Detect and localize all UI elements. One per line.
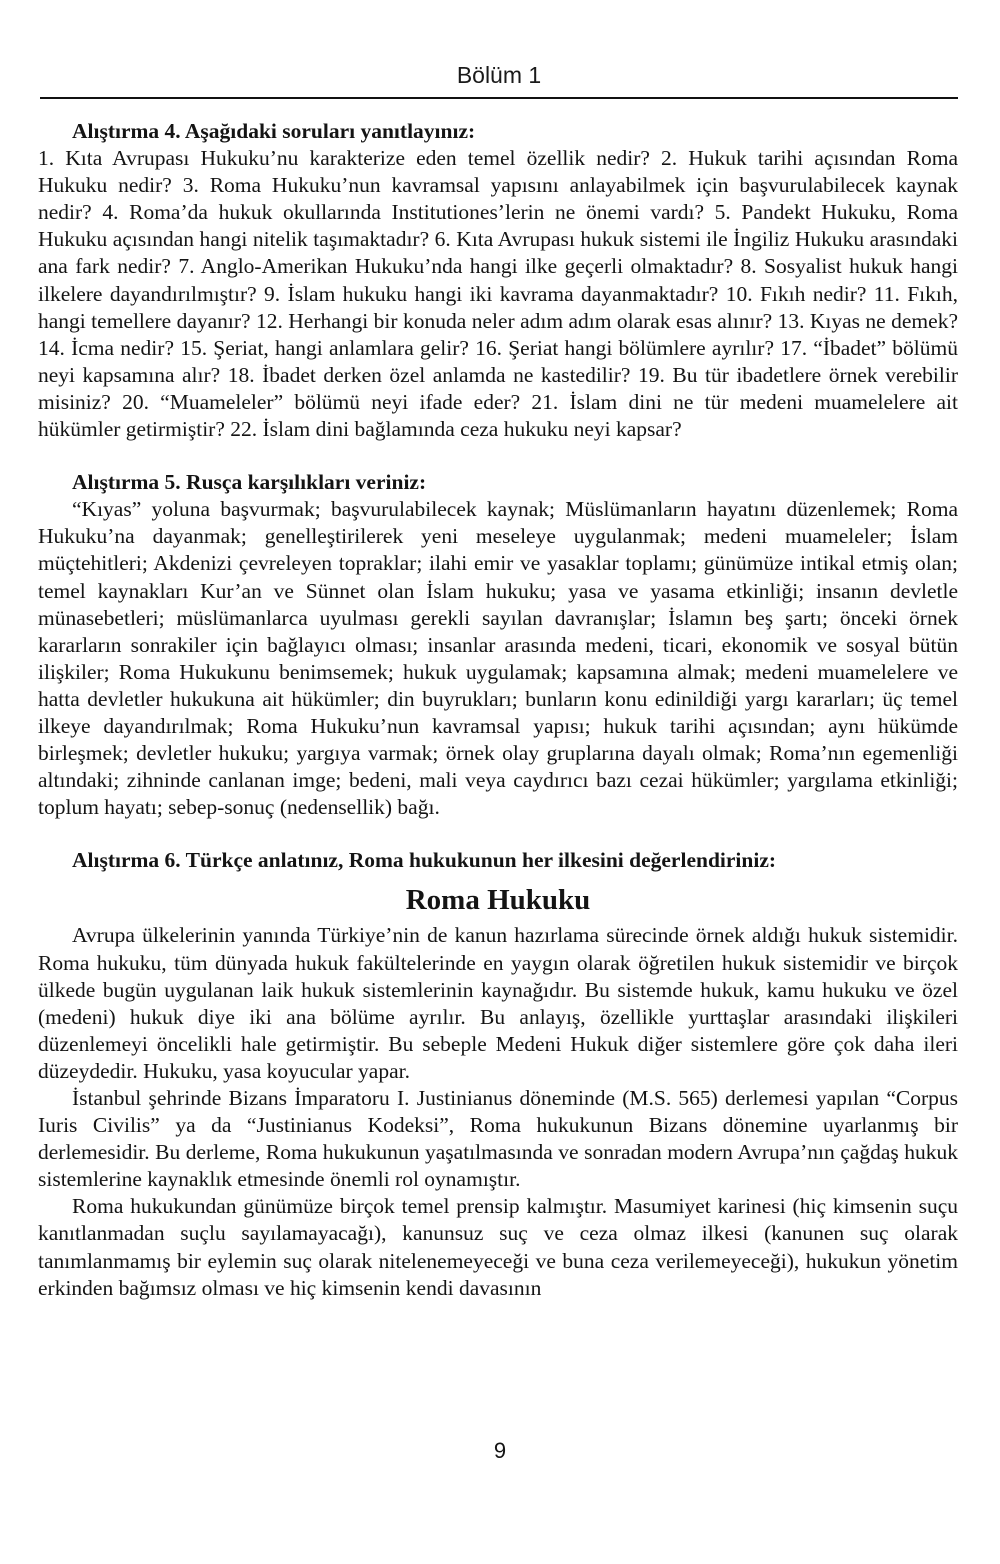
exercise-6-title: Alıştırma 6. Türkçe anlatınız, Roma hukukunun her ilkesini değerlendiriniz: [72,848,777,873]
page-content [38,118,958,1302]
exercise-5 [38,469,958,821]
exercise-4 [38,118,958,443]
spacer [38,443,958,469]
chapter-header: Bölüm 1 [456,62,542,88]
exercise-5-title: Alıştırma 5. Rusça karşılıkları veriniz: [72,470,427,495]
exercise-6 [38,847,958,1301]
exercise-5-terms: “Kıyas” yoluna başvurmak; başvurulabilecek kaynak; Müslümanların hayatını düzenlemek; Roma Hukuku’na dayanmak; genelleştirilerek yeni meseleye uygulanmak; medeni muameleler; İslam müçtehitleri; Akdenizi çevreleyen topraklar; ilahi emir ve yasaklar toplamı; günümüze intikal etmiş olan; temel kaynakları Kur’an ve Sünnet olan İslam hukuku; yasa ve yasama etkinliği; insanın devletle münasebetleri; müslümanlarca uyulması gerekli sayılan davranışlar; İslamın beş şartı; önceki örnek kararların sonrakiler için bağlayıcı olması; insanlar arasında medeni, ticari, ekonomik ve sosyal bütün ilişkiler; Roma Hukukunu benimsemek; hukuk uygulamak; kapsamına almak; medeni muamelelere ve hatta devletler hukukuna ait hükümler; din buyrukları; bunların konu edinildiği yargı kararları; üç temel ilkeye dayandırılmak; Roma Hukuku’nun kavramsal yapısı; hukuk tarihi açısından; aynı hükümde birleşmek; devletler hukuku; yargıya varmak; örnek olay gruplarına dayalı olmak; Roma’nın egemenliği altındaki; zihninde canlanan imge; bedeni, mali veya caydırıcı bazı cezai hükümler; yargılama etkinliği; toplum hayatı; sebep-sonuç (nedensellik) bağı. [38,497,958,820]
section-heading: Roma Hukuku [405,884,591,917]
paragraph: İstanbul şehrinde Bizans İmparatoru I. Justinianus döneminde (M.S. 565) derlemesi yapılan “Corpus Iuris Civilis” ya da “Justinianus Kodeksi”, Roma hukukunun Bizans dönemine uyarlanmış bir derlemesidir. Bu derleme, Roma hukukunun yaşatılmasında ve sonradan modern Avrupa’nın çağdaş hukuk sistemlerine kaynaklık etmesinde önemli rol oynamıştır. [38,1086,958,1192]
spacer [38,821,958,847]
page-number: 9 [493,1438,507,1463]
header-divider [40,97,958,99]
paragraph: Avrupa ülkelerinin yanında Türkiye’nin de kanun hazırlama sürecinde örnek aldığı hukuk sistemidir. Roma hukuku, tüm dünyada hukuk fakültelerinde en yaygın olarak öğretilen hukuk sistemidir ve birçok ülkede bugün uygulanan laik hukuk sistemlerinin kaynağıdır. Bu sistemde hukuk, kamu hukuku ve özel (medeni) hukuk diye iki ana bölüme ayrılır. Bu anlayış, özellikle yurttaşlar arasındaki ilişkileri düzenlemeyi öncelikli hale getirmiştir. Bu sebeple Medeni Hukuk diğer sistemlere göre çok daha ileri düzeydedir. Hukuku, yasa koyucular yapar. [38,923,958,1083]
exercise-4-title: Alıştırma 4. Aşağıdaki soruları yanıtlayınız: [72,119,476,143]
paragraph: Roma hukukundan günümüze birçok temel prensip kalmıştır. Masumiyet karinesi (hiç kimsenin suçu kanıtlanmadan suçlu sayılamayacağı), kanunsuz suç ve ceza olmaz ilkesi (kanunen suç olarak tanımlanmamış bir eylemin suç olarak nitelenemeyeceği ve buna ceza verilemeyeceği), hukukun yönetim erkinden bağımsız olması ve hiç kimsenin kendi davasının [38,1194,958,1300]
exercise-4-questions: 1. Kıta Avrupası Hukuku’nu karakterize eden temel özellik nedir? 2. Hukuk tarihi açısından Roma Hukuku nedir? 3. Roma Hukuku’nun kavramsal yapısını anlayabilmek için başvurulabilecek kaynak nedir? 4. Roma’da hukuk okullarında Institutiones’lerin ne önemi vardı? 5. Pandekt Hukuku, Roma Hukuku açısından hangi nitelik taşımaktadır? 6. Kıta Avrupası hukuk sistemi ile İngiliz Hukuku arasındaki ana fark nedir? 7. Anglo-Amerikan Hukuku’nda hangi ilke geçerli olmaktadır? 8. Sosyalist hukuk hangi ilkelere dayandırılmıştır? 9. İslam hukuku hangi iki kavrama dayanmaktadır? 10. Fıkıh nedir? 11. Fıkıh, hangi temellere dayanır? 12. Herhangi bir konuda neler adım adım olarak esas alınır? 13. Kıyas ne demek? 14. İcma nedir? 15. Şeriat, hangi anlamlara gelir? 16. Şeriat hangi bölümlere ayrılır? 17. “İbadet” bölümü neyi kapsamına alır? 18. İbadet derken özel anlamda ne kastedilir? 19. Bu tür ibadetlere örnek verebilir misiniz? 20. “Muameleler” bölümü neyi ifade eder? 21. İslam dini ne tür medeni muamelelere ait hükümler getirmiştir? 22. İslam dini bağlamında ceza hukuku neyi kapsar? [38,146,958,442]
